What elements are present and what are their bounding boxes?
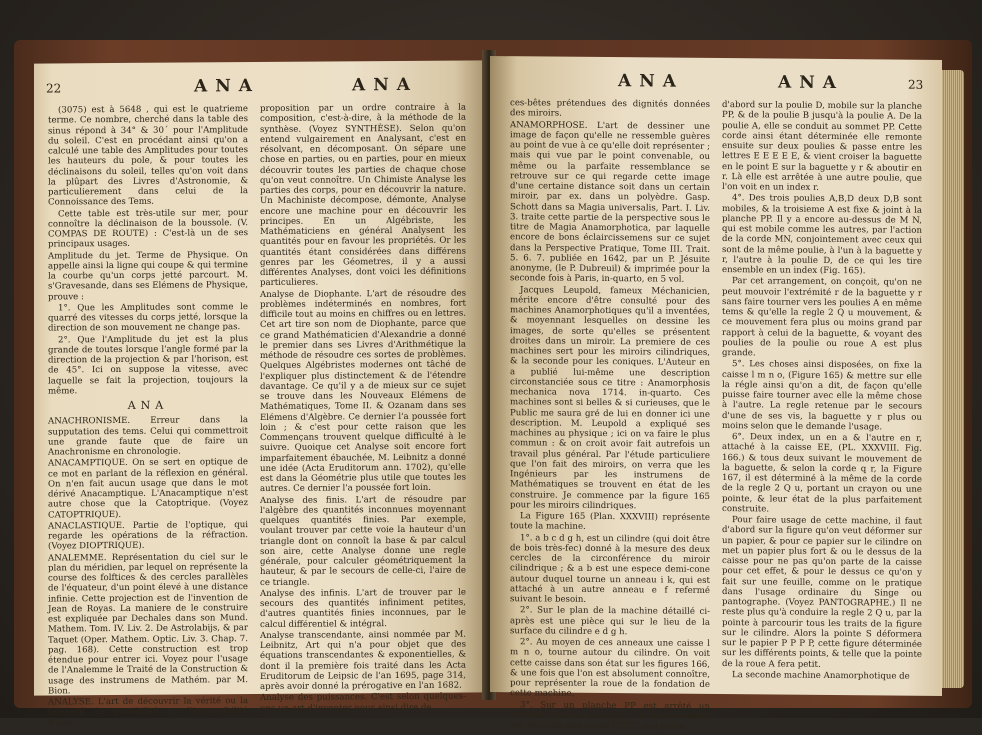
paragraph: ANALEMME. Représentation du ciel sur le plan du méridien, par lequel on représente la course des folftices & des cercles parallèles de l'équateur, d'un point élevé à une distance infinie. Cette projection est de l'invention de Jean de Royas. La maniere de le construire est expliquée par Dechales dans son Mund. Mathem. Tom. IV. Liv. 2. De Astrolabijs, & par Taquet (Oper. Mathem. Optic. Liv. 3. Chap. 7. pag. 168). Cette construction est trop étendue pour entrer ici. Voyez pour l'usage de l'Analemme le Traité de la Construction & usage des instrumens de Mathém. par M. Bion. bbox=[48, 551, 248, 697]
paragraph: La Figure 165 (Plan. XXXVIII) représente toute la machine. bbox=[510, 511, 710, 533]
paragraph: 2°. Au moyen de ces anneaux une caisse l m n o, tourne autour du cilindre. On voit cette caisse dans son état sur les figures 166, & une fois que l'on est absolument connoître, pour représenter la roue de la fondation de cette machine. bbox=[510, 637, 710, 700]
paragraph: 1°. Que les Amplitudes sont comme le quarré des vitesses du corps jetté, lorsque la direction de son mouvement ne change pas. bbox=[48, 301, 248, 334]
paragraph: Analyse des infinis. L'art de trouver par le secours des quantités infiniment petites, d'autres quantités finies inconnues, par le calcul différentiel & intégral. bbox=[260, 587, 466, 630]
paragraph: Analyse des finis. L'art de résoudre par l'algèbre des quantités inconnues moyennant quelques quantités finies. Par exemple, voulant trouver par cette voie la hauteur d'un triangle dont on connoît la base & par calcul son aire, cette Analyse donne une regle générale, pour calculer géométriquement la hauteur, & par le secours de celle-ci, l'aire de ce triangle. bbox=[260, 494, 466, 588]
paragraph: (3075) est à 5648 , qui est le quatrieme terme. Ce nombre, cherché dans la table des sinus répond à 34° & 30´ pour l'Amplitude du soleil. C'est en procédant ainsi qu'on a calculé une table des Amplitudes pour toutes les hauteurs du pole, & pour toutes les déclinaisons du soleil, telles qu'on voit dans la plûpart des Livres d'Astronomie, & particulierement dans celui de la Connoissance des Tems. bbox=[48, 104, 248, 208]
paragraph: ANACHRONISME. Erreur dans la supputation des tems. Celui qui commettroit une grande faute que de faire un Anachronisme en chronologie. bbox=[48, 415, 248, 458]
paragraph: d'abord sur la poulie D, mobile sur la planche PP, & de la poulie B jusqu'à la poulie A. De la poulie A, elle se conduit au sommet PP. Cette corde ainsi étant déterminée elle remonte ensuite sur deux poulies & passe entre les lettres E E E E E, & vient croiser la baguette en le point E sur la baguette y r & aboutir en r. Là elle est arrêtée à une autre poulie, que l'on voit en un index r. bbox=[722, 100, 922, 193]
paragraph: La seconde machine Anamorphotique de bbox=[732, 669, 910, 682]
paragraph: Pour faire usage de cette machine, il faut d'abord sur la figure qu'on veut déformer sur un papier, & pour ce papier sur le cilindre on met un papier plus fort & ou le dessus de la caisse pour ne pas qu'on parte de la caisse pour cet effet, & pour le dessus ce qu'on y fait sur une feuille, comme on le pratique dans l'usage ordinaire du Singe ou pantographe. (Voyez PANTOGRAPHE.) Il ne reste plus qu'à conduire la regle 2 Q u, par la pointe à parcourir tous les traits de la figure sur le cilindre. Alors la pointe S déformera sur le papier P P P P, cette figure déterminée sur les différents points, & telle que la pointe de la roue A fera petit. bbox=[722, 515, 922, 670]
paragraph: ces-bêtes prétendues des dignités données des miroirs. bbox=[510, 98, 710, 119]
paragraph: ANALYSE. L'art de découvrir la vérité ou la fausseté, la possibilité ou l'impossibilité d'une bbox=[48, 696, 248, 728]
text-column bbox=[722, 100, 922, 683]
page-edges bbox=[942, 70, 964, 688]
text-column bbox=[260, 103, 466, 715]
running-head: ANA bbox=[778, 72, 844, 94]
running-head: ANA bbox=[194, 76, 260, 97]
section-heading: ANA bbox=[127, 398, 169, 412]
paragraph: 1°. a b c d g h, est un cilindre (qui doit être de bois très-fec) donné à la mesure des deux cercles de la circonférence du miroir cilindrique ; & a b est une espece demi-cone autour duquel tourne un anneau i k, qui est attaché à un autre anneau e f refermé suivant le besoin. bbox=[510, 532, 710, 605]
paragraph: Analyse des puissances. C'est selon quelques-uns un art d'inventer pour ainsi dire de bbox=[260, 691, 466, 714]
paragraph: 2°. Sur le plan de la machine détaillé ci-après est une pièce qui sur le lieu de la surface du cilindre e d g h. bbox=[510, 605, 710, 637]
paragraph: 3°. Sur un planche PP est arrêté un mortier à bas en quarré y y, & son extrémité est attachée une corde CCCC, qui passe bbox=[510, 699, 710, 732]
paragraph: 5°. Les choses ainsi disposées, on fixe la caisse l m n o, (Figure 165) & mettre sur elle la régle ainsi qu'on a dit, de façon qu'elle puisse faire tourner avec elle la même chose à l'autre. La regle retenue par le secours d'une de ses vis, la baguette y r plus ou moins selon que le demande l'usage. bbox=[722, 359, 922, 433]
paragraph: 4°. Des trois poulies A,B,D deux D,B sont mobiles, & la troisieme A est fixe & joint à la planche PP. Il y a encore au-dessus de M N, qui est mobile comme les autres, par l'action de la corde MN, conjointement avec ceux qui sont de la même poulie, à l'un à la baguette y r, l'autre à la poulie D, de ce qui les tire ensemble en un index (Fig. 165). bbox=[722, 193, 922, 277]
paragraph: Analyse transcendante, ainsi nommée par M. Leibnitz, Art qui n'a pour objet que des équations transcendantes & exponentielles, & dont il la première fois traité dans les Acta Eruditorum de Leipsic de l'an 1695, page 314, après avoir donné la prérogative en l'an 1682. bbox=[260, 629, 466, 692]
paragraph: ANACLASTIQUE. Partie de l'optique, qui regarde les opérations de la réfraction. (Voyez DIOPTRIQUE). bbox=[48, 519, 248, 552]
paragraph: proposition par un ordre contraire à la composition, c'est-à-dire, à la méthode de la synthèse. (Voyez SYNTHÈSE). Selon qu'on entend vulgairement en Analysant, c'est en résolvant, en décomposant. On sépare une chose en parties, ou en parties, pour en mieux découvrir toutes les parties de chaque chose qu'on veut connoître. Un Chimiste Analyse les parties des corps, pour en découvrir la nature. Un Machiniste décompose, démonte, Analyse encore une machine pour en découvrir les principes. En un Algébriste, les Mathématiciens en général Analysent les quantités pour en favour les propriétés. Or les quantités étant considérées dans différens genres par les Géometres, il y a aussi différentes Analyses, dont voici les définitions particulieres. bbox=[260, 102, 466, 289]
page-number: 22 bbox=[46, 81, 62, 96]
paragraph: ANACAMPTIQUE. On se sert en optique de ce mot en parlant de la réflexion en général. On n'en fait aucun usage que dans le mot dérivé Anacamptique. L'Anacamptique n'est autre chose que la Catoptrique. (Voyez CATOPTRIQUE). bbox=[48, 457, 248, 520]
paragraph: Amplitude du jet. Terme de Physique. On appelle ainsi la ligne qui coupe & qui termine la courbe qu'un corps jetté parcourt. M. s'Gravesande, dans ses Elémens de Physique, prouve : bbox=[48, 249, 248, 302]
paragraph: Cette table est très-utile sur mer, pour connoître la déclinaison de la boussole. (V. COMPAS DE ROUTE) : C'est-là un de ses principaux usages. bbox=[48, 207, 248, 250]
paragraph: ANAMORPHOSE. L'art de dessiner une image de façon qu'elle ne ressemble guères au point de vue à ce qu'elle doit représenter ; mais qui vue par le point convenable, ou même ou la parfaite ressemblance se retrouve sur ce qui regarde cette image d'une certaine distance soit dans un certain miroir, par ex. dans un polyèdre. Gasp. Schott dans sa Magia universalis, Part. I. Liv. 3. traite cette partie de la perspective sous le titre de Magia Anamorphotica, par laquelle encore de bons éclaircissemens sur ce sujet dans la Perspective Pratique, Tome III. Trait. 5. 6. 7. publiée en 1642, par un P. Jésuite anonyme, (le P. Dubreuil) & imprimée pour la seconde fois à Paris, in-quarto, en 5 vol. bbox=[510, 119, 710, 285]
running-head: ANA bbox=[352, 74, 418, 96]
paragraph: Analyse de Diophante. L'art de résoudre des problèmes indéterminés en nombres, fort difficile tout au moins en chiffres ou en lettres. Cet art tire son nom de Diophante, parce que ce grand Mathématicien d'Alexandrie a donné le premier dans ses Livres d'Arithmétique la méthode de résoudre ces sortes de problèmes. Quelques Algébristes modernes ont tâché de l'expliquer plus distinctement & de l'étendre davantage. Ce qu'il y a de mieux sur ce sujet se trouve dans les Nouveaux Elémens de Mathématiques, Tome II. & Ozanam dans ses Elémens d'Algèbre. Ce dernier l'a poussée fort loin ; & c'est pour cette raison que les Commençans trouvent quelque difficulté à le suivre. Quoique cet Analyse soit encore fort imparfaitement ébauchée, M. Leibnitz a donné une idée (Acta Eruditorum ann. 1702), qu'elle est dans la Géométrie plus utile que toutes les autres. Ce dernier l'a poussée fort loin. bbox=[260, 288, 466, 495]
running-head: ANA bbox=[618, 71, 684, 92]
page-number: 23 bbox=[908, 77, 924, 92]
text-column bbox=[510, 98, 710, 733]
left-page bbox=[34, 60, 486, 728]
right-page bbox=[490, 56, 942, 732]
paragraph: 6°. Deux index, un en a & l'autre en r, attaché à la caisse EE, (PL. XXXVIII. Fig. 166.) & tous deux suivant le mouvement de la baguette, & selon la corde q r, la Figure 167, il est déterminé à la même de la corde de la regle 2 Q u, portant un crayon ou une pointe, & leur état de la plus parfaitement construite. bbox=[722, 432, 922, 515]
text-column bbox=[48, 104, 248, 729]
paragraph: Jacques Leupold, fameux Méchanicien, mérite encore d'être consulté pour des machines Anamorphotiques qu'il a inventées, & moyennant lesquelles on dessine les images, de sorte qu'elles se présentent droites dans un miroir. La premiere de ces machines sert pour les miroirs cilindriques, & la seconde pour les coniques. L'Auteur en a publié lui-même une description circonstanciée sous ce titre : Anamorphosis mechanica nova 1714. in-quarto. Ces machines sont si belles & si curieuses, que le Public me saura gré de lui en donner ici une description. M. Leupold a expliqué ses machines au physique ; ici on va faire le plus commun : & on croit avoir fait autrefois un travail plus général. Par l'étude particuliere que l'on fait des miroirs, on verra que les Ingénieurs par les instrumens de Mathématiques se trouvent en état de les construire. Je commence par la figure 165 pour les miroirs cilindriques. bbox=[510, 284, 710, 512]
paragraph: 2°. Que l'Amplitude du jet est la plus grande de toutes lorsque l'angle formé par la direction de la projection & par l'horison, est de 45°. Ici on suppose la vitesse, avec laquelle se fait la projection, toujours la même. bbox=[48, 333, 248, 397]
paragraph: Par cet arrangement, on conçoit, qu'on ne peut mouvoir l'extrémité r de la baguette y r sans faire tourner vers les poulies A en même tems & qu'elle la regle 2 Q u mouvement, & ce mouvement fera plus ou moins grand par rapport à celui de la baguette, & voyant des poulies de la poulie ou roue A est plus grande. bbox=[722, 276, 922, 359]
